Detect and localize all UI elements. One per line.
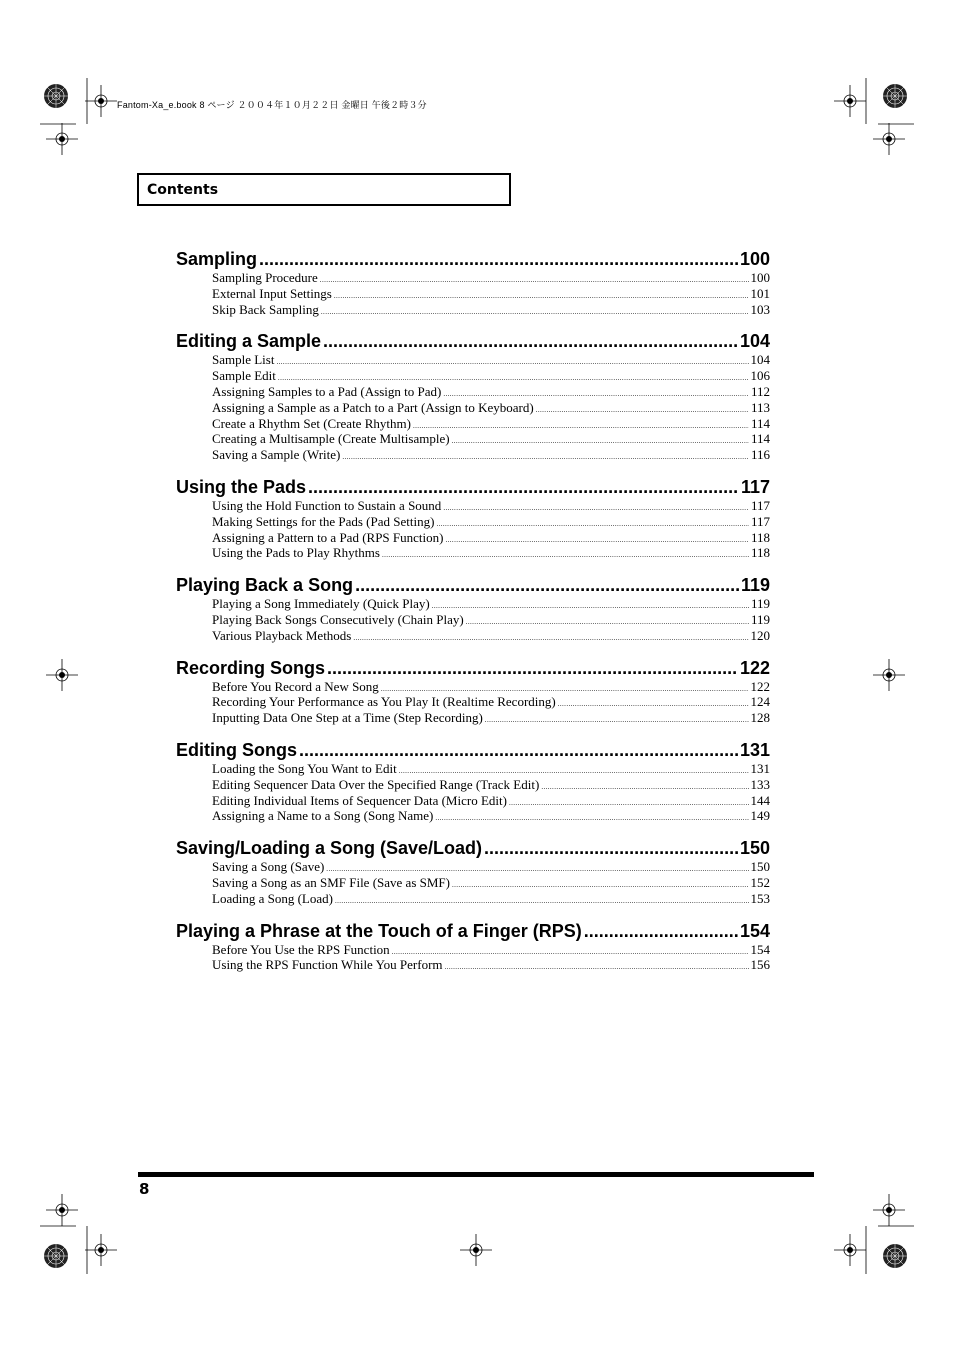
entry-page-number: 116 bbox=[750, 447, 770, 463]
entry-page-number: 150 bbox=[750, 859, 770, 875]
toc-section bbox=[176, 574, 770, 643]
dot-leader bbox=[558, 697, 749, 713]
toc-section bbox=[176, 330, 770, 463]
entry-title: Using the RPS Function While You Perform bbox=[212, 957, 443, 973]
page-number: 8 bbox=[139, 1180, 150, 1198]
toc-entry[interactable] bbox=[212, 596, 770, 612]
toc-section-heading[interactable] bbox=[176, 476, 770, 498]
entry-page-number: 120 bbox=[750, 627, 770, 643]
entry-title: Recording Your Performance as You Play It (Realtime Recording) bbox=[212, 694, 556, 710]
entry-page-number: 128 bbox=[750, 710, 770, 726]
entry-title: Saving a Song as an SMF File (Save as SMF) bbox=[212, 874, 450, 890]
section-page-number: 150 bbox=[739, 838, 770, 859]
toc-section-heading[interactable] bbox=[176, 920, 770, 942]
dot-leader bbox=[509, 796, 749, 812]
entry-page-number: 131 bbox=[750, 760, 770, 776]
entry-title: Editing Individual Items of Sequencer Data (Micro Edit) bbox=[212, 792, 507, 808]
toc-section bbox=[176, 920, 770, 974]
toc-entry[interactable] bbox=[212, 679, 770, 695]
table-of-contents bbox=[176, 248, 770, 986]
toc-entry[interactable] bbox=[212, 270, 770, 286]
entry-title: Create a Rhythm Set (Create Rhythm) bbox=[212, 415, 411, 431]
dot-leader bbox=[445, 960, 749, 976]
toc-entry[interactable] bbox=[212, 694, 770, 710]
entry-page-number: 104 bbox=[750, 352, 770, 368]
entry-page-number: 122 bbox=[750, 678, 770, 694]
dot-leader bbox=[452, 878, 749, 894]
toc-section-heading[interactable] bbox=[176, 657, 770, 679]
entry-title: Sample List bbox=[212, 352, 275, 368]
entry-title: Saving a Song (Save) bbox=[212, 859, 325, 875]
toc-entry[interactable] bbox=[212, 530, 770, 546]
entry-title: Before You Record a New Song bbox=[212, 678, 379, 694]
toc-entry[interactable] bbox=[212, 545, 770, 561]
entry-title: Before You Use the RPS Function bbox=[212, 941, 390, 957]
entry-page-number: 119 bbox=[750, 596, 770, 612]
dot-leader bbox=[436, 517, 749, 533]
entry-page-number: 149 bbox=[750, 808, 770, 824]
toc-section bbox=[176, 837, 770, 906]
section-page-number: 100 bbox=[739, 249, 770, 269]
toc-section-heading[interactable] bbox=[176, 837, 770, 859]
dot-leader bbox=[445, 533, 749, 549]
dot-leader bbox=[353, 631, 748, 647]
entry-page-number: 113 bbox=[750, 399, 770, 415]
section-page-number: 119 bbox=[740, 575, 770, 596]
entry-title: Making Settings for the Pads (Pad Setting) bbox=[212, 513, 435, 529]
toc-entry[interactable] bbox=[212, 808, 770, 824]
print-header: Fantom-Xa_e.book 8 ページ ２００４年１０月２２日 金曜日 午後２時３分 bbox=[117, 100, 427, 110]
dot-leader bbox=[321, 305, 749, 321]
toc-section-heading[interactable] bbox=[176, 248, 770, 270]
entry-page-number: 114 bbox=[750, 431, 770, 447]
toc-entry[interactable] bbox=[212, 514, 770, 530]
toc-entry[interactable] bbox=[212, 498, 770, 514]
section-page-number: 131 bbox=[739, 739, 770, 760]
section-title: Saving/Loading a Song (Save/Load) bbox=[176, 838, 483, 859]
toc-section-heading[interactable] bbox=[176, 574, 770, 596]
contents-header-box bbox=[137, 173, 511, 206]
dot-leader bbox=[432, 599, 749, 615]
entry-title: Various Playback Methods bbox=[212, 627, 352, 643]
entry-title: External Input Settings bbox=[212, 285, 332, 301]
entry-page-number: 117 bbox=[750, 513, 770, 529]
dot-leader bbox=[536, 403, 749, 419]
entry-page-number: 144 bbox=[750, 792, 770, 808]
toc-section bbox=[176, 476, 770, 561]
entry-page-number: 100 bbox=[750, 270, 770, 285]
entry-title: Playing Back Songs Consecutively (Chain Play) bbox=[212, 611, 464, 627]
dot-leader bbox=[299, 739, 738, 761]
toc-entry[interactable] bbox=[212, 777, 770, 793]
entry-page-number: 152 bbox=[750, 874, 770, 890]
entry-title: Assigning a Pattern to a Pad (RPS Function) bbox=[212, 529, 444, 545]
dot-leader bbox=[485, 713, 749, 729]
toc-entry[interactable] bbox=[212, 352, 770, 368]
section-page-number: 104 bbox=[739, 331, 770, 352]
toc-entry[interactable] bbox=[212, 859, 770, 875]
entry-title: Playing a Song Immediately (Quick Play) bbox=[212, 596, 430, 612]
toc-entry[interactable] bbox=[212, 286, 770, 302]
dot-leader bbox=[323, 330, 738, 352]
entry-page-number: 133 bbox=[750, 776, 770, 792]
entry-page-number: 153 bbox=[750, 890, 770, 906]
dot-leader bbox=[413, 419, 749, 435]
entry-title: Assigning Samples to a Pad (Assign to Pad) bbox=[212, 383, 442, 399]
entry-page-number: 118 bbox=[750, 529, 770, 545]
entry-page-number: 154 bbox=[750, 941, 770, 957]
entry-title: Sample Edit bbox=[212, 368, 276, 384]
entry-title: Creating a Multisample (Create Multisample) bbox=[212, 431, 450, 447]
entry-title: Assigning a Name to a Song (Song Name) bbox=[212, 808, 434, 824]
toc-entry[interactable] bbox=[212, 416, 770, 432]
entry-page-number: 156 bbox=[750, 957, 770, 973]
dot-leader bbox=[334, 289, 749, 305]
entry-title: Using the Pads to Play Rhythms bbox=[212, 545, 380, 561]
entry-page-number: 112 bbox=[750, 383, 770, 399]
toc-entry[interactable] bbox=[212, 793, 770, 809]
section-title: Editing Songs bbox=[176, 739, 297, 760]
dot-leader bbox=[541, 780, 748, 796]
section-title: Sampling bbox=[176, 249, 258, 269]
entry-title: Sampling Procedure bbox=[212, 270, 318, 285]
toc-entry[interactable] bbox=[212, 761, 770, 777]
toc-entry[interactable] bbox=[212, 368, 770, 384]
toc-entry[interactable] bbox=[212, 628, 770, 644]
page-title: Contents bbox=[147, 182, 219, 198]
toc-section bbox=[176, 248, 770, 317]
entry-title: Saving a Sample (Write) bbox=[212, 447, 341, 463]
toc-entry[interactable] bbox=[212, 957, 770, 973]
toc-entry[interactable] bbox=[212, 447, 770, 463]
entry-title: Loading a Song (Load) bbox=[212, 890, 333, 906]
toc-entry[interactable] bbox=[212, 875, 770, 891]
dot-leader bbox=[335, 894, 749, 910]
entry-page-number: 103 bbox=[750, 301, 770, 317]
toc-section-heading[interactable] bbox=[176, 330, 770, 352]
dot-leader bbox=[259, 248, 738, 270]
dot-leader bbox=[584, 920, 738, 942]
toc-entry[interactable] bbox=[212, 302, 770, 318]
entry-title: Loading the Song You Want to Edit bbox=[212, 760, 397, 776]
entry-title: Inputting Data One Step at a Time (Step Recording) bbox=[212, 710, 483, 726]
dot-leader bbox=[466, 615, 749, 631]
dot-leader bbox=[320, 273, 749, 289]
toc-entry[interactable] bbox=[212, 400, 770, 416]
toc-entry[interactable] bbox=[212, 384, 770, 400]
entry-page-number: 106 bbox=[750, 368, 770, 384]
dot-leader bbox=[342, 450, 749, 466]
dot-leader bbox=[484, 837, 738, 859]
dot-leader bbox=[443, 501, 749, 517]
dot-leader bbox=[435, 811, 748, 827]
entry-title: Using the Hold Function to Sustain a Sound bbox=[212, 497, 442, 513]
toc-entry[interactable] bbox=[212, 942, 770, 958]
section-page-number: 122 bbox=[739, 657, 770, 678]
dot-leader bbox=[355, 574, 739, 596]
entry-page-number: 101 bbox=[750, 285, 770, 301]
entry-page-number: 114 bbox=[750, 415, 770, 431]
toc-section-heading[interactable] bbox=[176, 739, 770, 761]
footer-rule bbox=[138, 1172, 814, 1177]
section-page-number: 117 bbox=[740, 476, 770, 497]
entry-title: Assigning a Sample as a Patch to a Part (Assign to Keyboard) bbox=[212, 399, 534, 415]
toc-entry[interactable] bbox=[212, 891, 770, 907]
dot-leader bbox=[452, 434, 749, 450]
toc-section bbox=[176, 657, 770, 726]
entry-title: Skip Back Sampling bbox=[212, 301, 319, 317]
section-page-number: 154 bbox=[739, 920, 770, 941]
toc-entry[interactable] bbox=[212, 431, 770, 447]
dot-leader bbox=[308, 476, 739, 498]
entry-page-number: 118 bbox=[750, 545, 770, 561]
section-title: Editing a Sample bbox=[176, 331, 322, 352]
entry-page-number: 117 bbox=[750, 497, 770, 513]
section-title: Recording Songs bbox=[176, 657, 326, 678]
toc-entry[interactable] bbox=[212, 612, 770, 628]
entry-page-number: 124 bbox=[750, 694, 770, 710]
dot-leader bbox=[327, 657, 738, 679]
section-title: Playing a Phrase at the Touch of a Finger (RPS) bbox=[176, 920, 582, 941]
section-title: Using the Pads bbox=[176, 476, 307, 497]
dot-leader bbox=[392, 945, 749, 961]
dot-leader bbox=[382, 548, 749, 564]
entry-page-number: 119 bbox=[750, 611, 770, 627]
toc-section bbox=[176, 739, 770, 824]
section-title: Playing Back a Song bbox=[176, 575, 354, 596]
entry-title: Editing Sequencer Data Over the Specified Range (Track Edit) bbox=[212, 776, 540, 792]
dot-leader bbox=[276, 355, 748, 371]
toc-entry[interactable] bbox=[212, 710, 770, 726]
